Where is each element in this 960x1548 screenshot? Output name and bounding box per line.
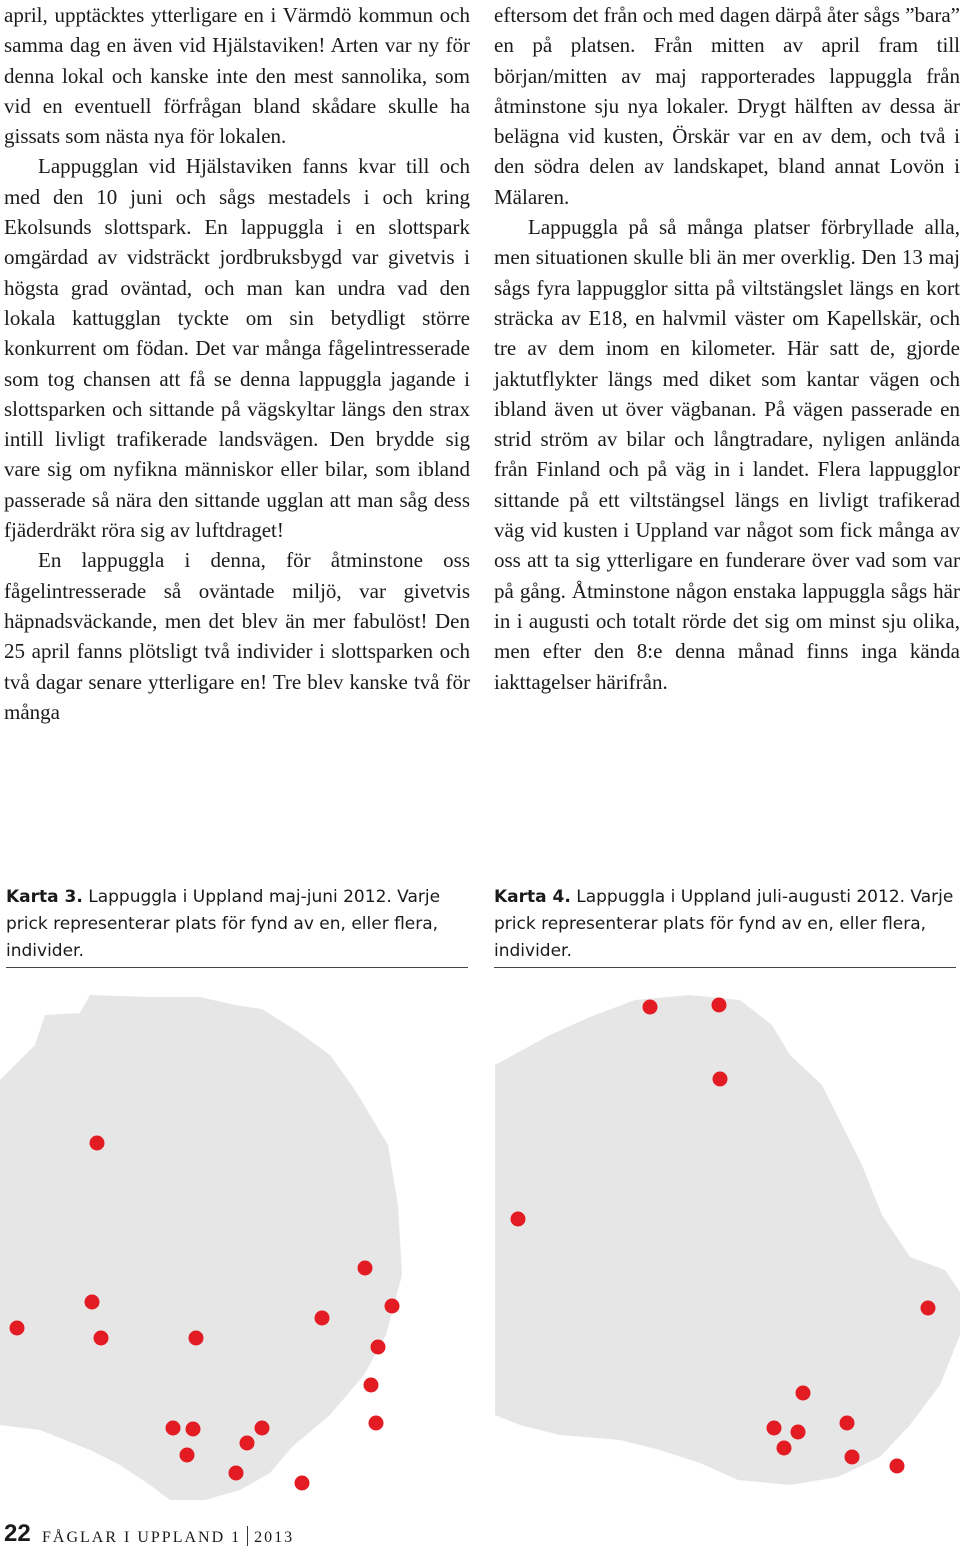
observation-dot <box>364 1378 379 1393</box>
map-caption-karta-3 <box>6 884 468 968</box>
observation-dot <box>371 1340 386 1355</box>
observation-dot <box>166 1421 181 1436</box>
observation-dot <box>845 1450 860 1465</box>
paragraph: april, upptäcktes ytterligare en i Värmdö kommun och samma dag en även vid Hjälstaviken! Arten var ny för denna lokal och kanske inte den mest sannolika, som vid en eventuell förfrågan bland skådare skulle ha gissats som nästa nya för lokalen. <box>4 3 470 149</box>
caption-label: Karta 4. <box>494 887 571 907</box>
observation-dot <box>840 1416 855 1431</box>
observation-dot <box>240 1436 255 1451</box>
observation-dot <box>767 1421 782 1436</box>
observation-dot <box>921 1301 936 1316</box>
paragraph: En lappuggla i denna, för åtminstone oss fågelintresserade så oväntade miljö, var givetvis häpnadsväckande, men det blev än mer fabulöst! Den 25 april fanns plötsligt två individer i slottsparken och två dagar senare ytterligare en! Tre blev kanske två för många <box>4 548 470 724</box>
map-karta-3 <box>0 995 470 1505</box>
body-column-right <box>494 0 960 697</box>
observation-dot <box>90 1136 105 1151</box>
caption-label: Karta 3. <box>6 887 83 907</box>
observation-dot <box>315 1311 330 1326</box>
observation-dot <box>511 1212 526 1227</box>
observation-dot <box>713 1072 728 1087</box>
observation-dot <box>295 1476 310 1491</box>
observation-dot <box>712 998 727 1013</box>
footer-divider <box>247 1526 248 1546</box>
map-caption-karta-4 <box>494 884 956 968</box>
caption-text: Lappuggla i Uppland juli-augusti 2012. Varje prick representerar plats för fynd av en, eller flera, individer. <box>494 887 954 961</box>
observation-dot <box>255 1421 270 1436</box>
observation-dot <box>369 1416 384 1431</box>
observation-dot <box>189 1331 204 1346</box>
observation-dot <box>94 1331 109 1346</box>
observation-dot <box>180 1448 195 1463</box>
page-number: 22 <box>4 1520 31 1547</box>
issue-year: 2013 <box>254 1529 295 1546</box>
body-column-left <box>4 0 470 727</box>
observation-dot <box>358 1261 373 1276</box>
observation-dot <box>85 1295 100 1310</box>
paragraph: eftersom det från och med dagen därpå åter sågs ”bara” en på platsen. Från mitten av april fram till början/mitten av maj rapporterades lappuggla från åtminstone sju nya lokaler. Drygt hälften av dessa är belägna vid kusten, Örskär var en av dem, och två i den södra delen av landskapet, bland annat Lovön i Mälaren. <box>494 3 960 209</box>
observation-dot <box>385 1299 400 1314</box>
journal-name: FÅGLAR I UPPLAND <box>42 1529 226 1546</box>
map-land-uppland <box>0 995 402 1500</box>
observation-dot <box>643 1000 658 1015</box>
map-karta-4 <box>490 995 960 1505</box>
journal-title <box>42 1526 294 1547</box>
observation-dot <box>229 1466 244 1481</box>
paragraph: Lappuggla på så många platser förbryllade alla, men situationen skulle bli än mer overklig. Den 13 maj sågs fyra lappugglor sitta på viltstängslet längs en kort sträcka av E18, en halvmil väster om Kapellskär, och tre av dem inom en kilometer. Här satt de, gjorde jaktutflykter längs med diket som kantar vägen och ibland även ut över vägbanan. På vägen passerade en strid ström av bilar och långtradare, nyligen anlända från Finland och på väg in i landet. Flera lappugglor sittande på ett viltstängsel längs en livligt trafikerad väg vid kusten i Uppland var något som fick många av oss att ta sig ytterligare en funderare över vad som var på gång. Åtminstone någon enstaka lappuggla sågs här in i augusti och totalt rörde det sig om minst sju olika, men efter den 8:e denna månad finns inga kända iakttagelser härifrån. <box>494 215 960 694</box>
issue-number: 1 <box>231 1529 242 1546</box>
observation-dot <box>10 1321 25 1336</box>
observation-dot <box>186 1422 201 1437</box>
paragraph: Lappugglan vid Hjälstaviken fanns kvar till och med den 10 juni och sågs mestadels i och kring Ekolsunds slottspark. En lappuggla i en slottspark omgärdad av vidsträckt jordbruksbygd var givetvis i högsta grad oväntad, och man kan undra vad den lokala kattugglan tyckte om sin betydligt större konkurrent om födan. Det var många fågelintresserade som tog chansen att få se denna lappuggla jagande i slottsparken och sittande på vägskyltar längs den strax intill livligt trafikerade landsvägen. Den brydde sig vare sig om nyfikna människor eller bilar, som ibland passerade så nära den sittande ugglan att man såg dess fjäderdräkt röra sig av luftdraget! <box>4 154 470 543</box>
observation-dot <box>777 1441 792 1456</box>
caption-text: Lappuggla i Uppland maj-juni 2012. Varje prick representerar plats för fynd av en, eller flera, individer. <box>6 887 441 961</box>
map-land-uppland <box>495 995 960 1485</box>
observation-dot <box>890 1459 905 1474</box>
observation-dot <box>796 1386 811 1401</box>
observation-dot <box>791 1425 806 1440</box>
